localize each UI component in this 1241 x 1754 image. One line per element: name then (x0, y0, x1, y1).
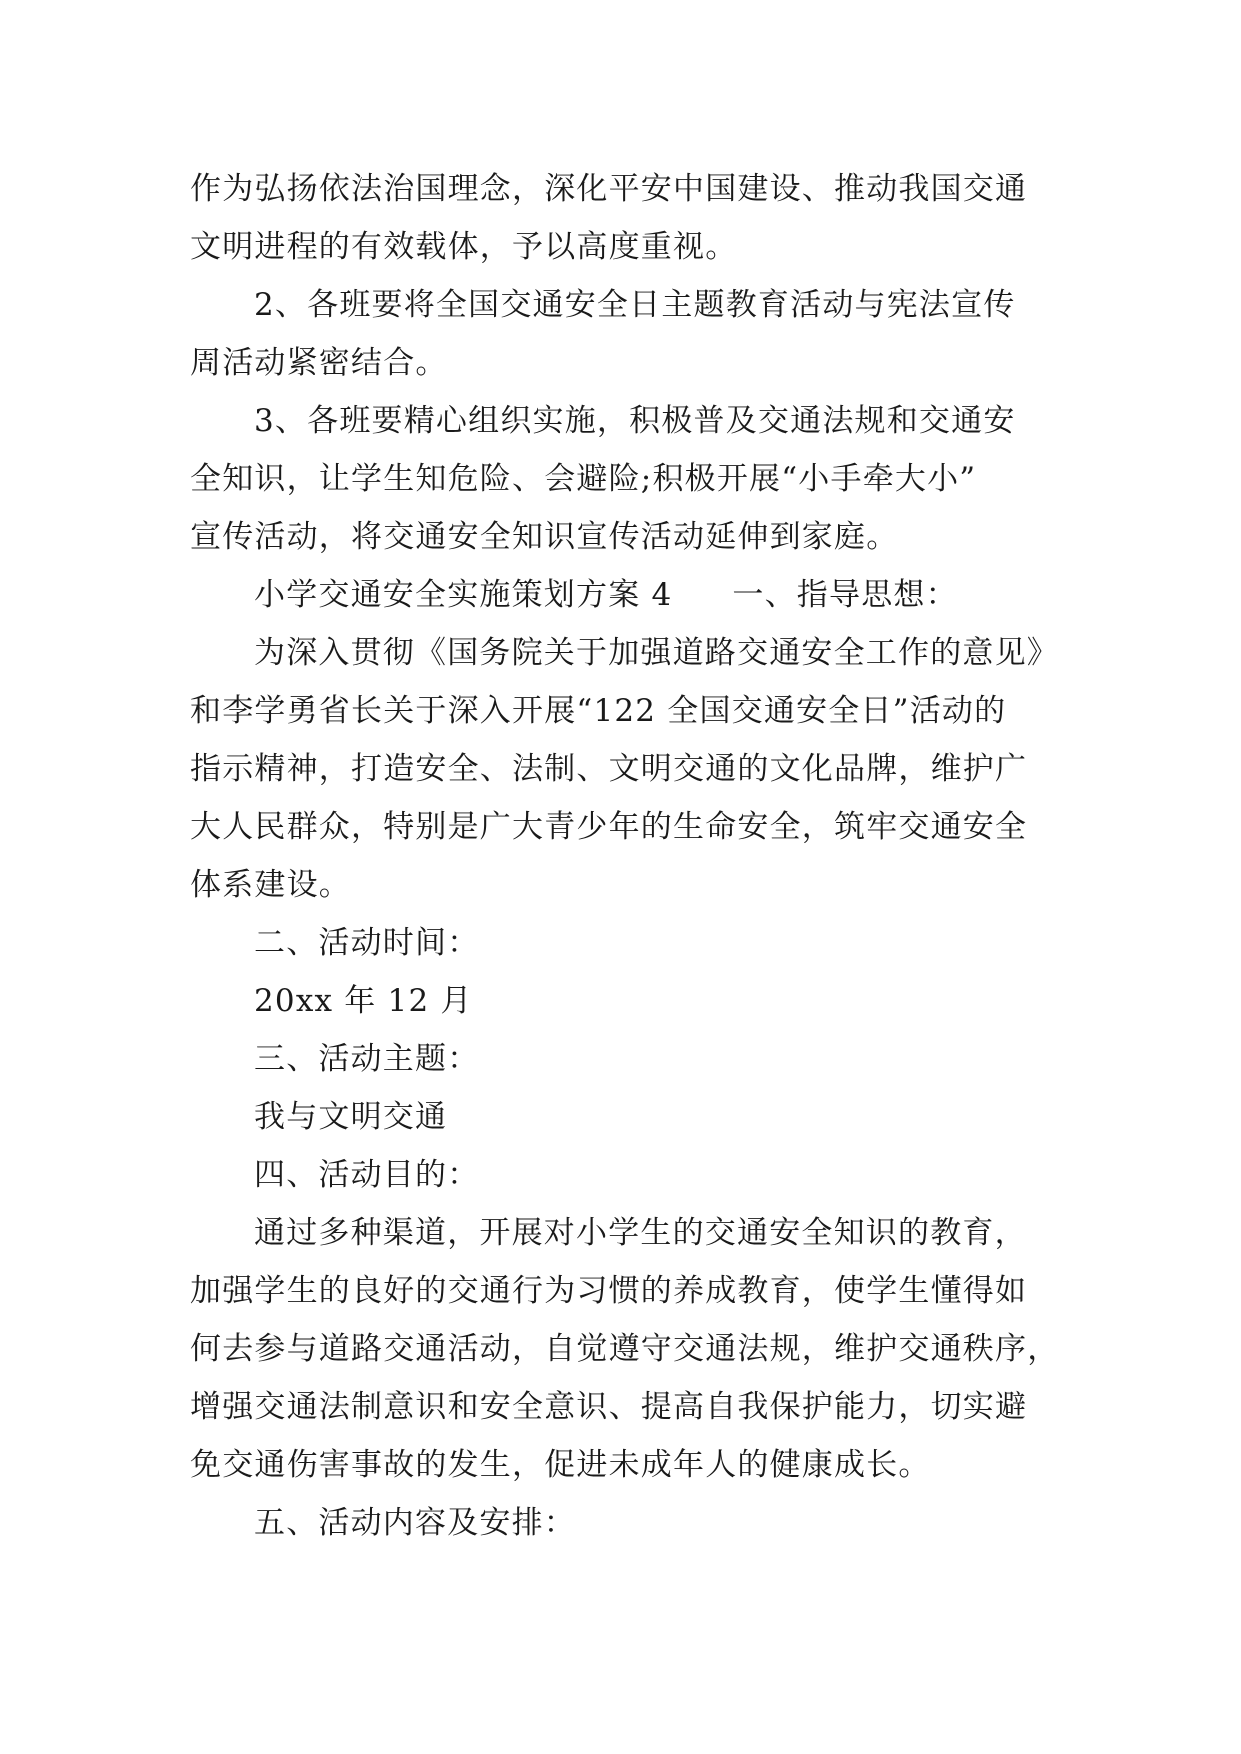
section-heading-line (190, 566, 1056, 624)
text-line: 周活动紧密结合。 (190, 345, 448, 381)
text-line: 通过多种渠道，开展对小学生的交通安全知识的教育， (254, 1215, 1027, 1251)
text-line: 何去参与道路交通活动，自觉遵守交通法规，维护交通秩序， (190, 1331, 1060, 1367)
section-heading: 二、活动时间： (254, 925, 480, 961)
plan-title: 小学交通安全实施策划方案 4 (254, 577, 673, 613)
text-line: 3、各班要精心组织实施，积极普及交通法规和交通安 (254, 403, 1016, 439)
text-line: 增强交通法制意识和安全意识、提高自我保护能力，切实避 (190, 1389, 1028, 1425)
text-line: 20xx 年 12 月 (254, 983, 473, 1019)
text-line: 免交通伤害事故的发生，促进未成年人的健康成长。 (190, 1447, 931, 1483)
text-line: 全知识，让学生知危险、会避险;积极开展“小手牵大小” (190, 461, 977, 497)
text-line: 体系建设。 (190, 867, 351, 903)
section-heading: 一、指导思想： (732, 577, 958, 613)
section-heading: 五、活动内容及安排： (254, 1505, 576, 1541)
text-line: 文明进程的有效载体，予以高度重视。 (190, 229, 738, 265)
section-heading: 四、活动目的： (254, 1157, 480, 1193)
text-line: 我与文明交通 (254, 1099, 448, 1135)
text-line: 指示精神，打造安全、法制、文明交通的文化品牌，维护广 (190, 751, 1028, 787)
text-line: 作为弘扬依法治国理念，深化平安中国建设、推动我国交通 (190, 171, 1028, 207)
text-line: 和李学勇省长关于深入开展“122 全国交通安全日”活动的 (190, 693, 1007, 729)
text-line: 加强学生的良好的交通行为习惯的养成教育，使学生懂得如 (190, 1273, 1028, 1309)
text-line: 大人民群众，特别是广大青少年的生命安全，筑牢交通安全 (190, 809, 1028, 845)
text-line: 为深入贯彻《国务院关于加强道路交通安全工作的意见》 (254, 635, 1059, 671)
section-heading: 三、活动主题： (254, 1041, 480, 1077)
text-line: 2、各班要将全国交通安全日主题教育活动与宪法宣传 (254, 287, 1016, 323)
text-line: 宣传活动，将交通安全知识宣传活动延伸到家庭。 (190, 519, 899, 555)
document-page (190, 160, 1060, 1552)
